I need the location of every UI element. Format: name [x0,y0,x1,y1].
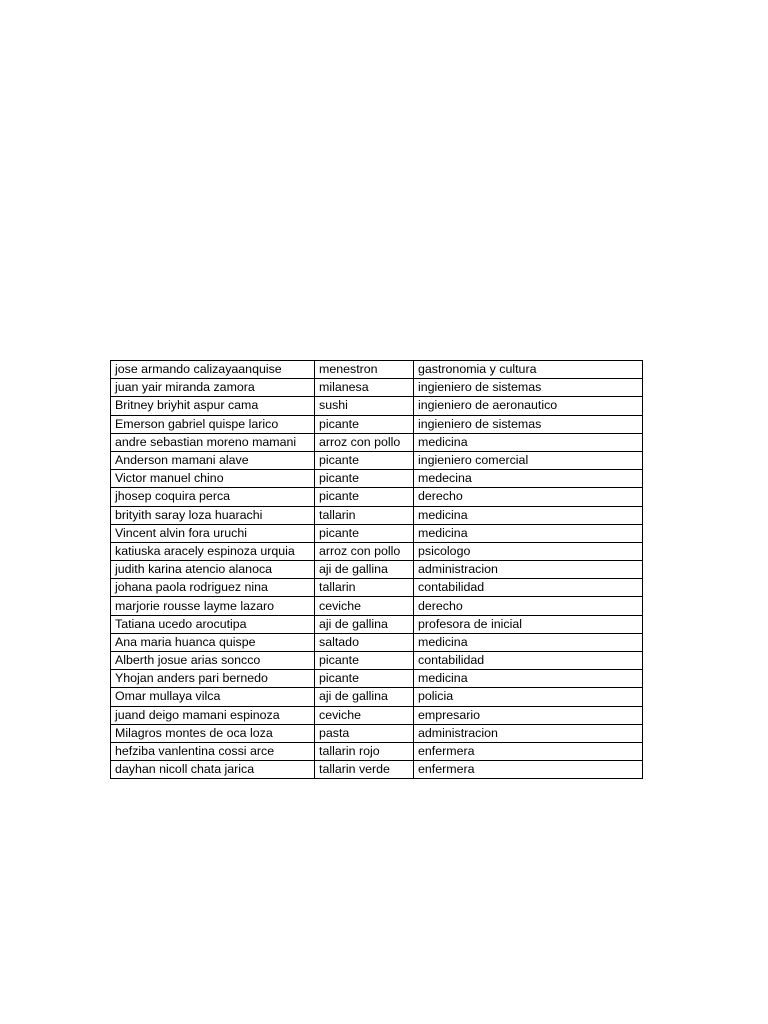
career-cell: profesora de inicial [414,615,643,633]
table-row [111,615,643,633]
favorite-food-cell: picante [315,470,414,488]
student-name-cell: johana paola rodriguez nina [111,579,315,597]
favorite-food-cell: picante [315,488,414,506]
table-row [111,433,643,451]
favorite-food-cell: milanesa [315,379,414,397]
favorite-food-cell: tallarin [315,579,414,597]
table-row [111,542,643,560]
favorite-food-cell: tallarin verde [315,761,414,779]
student-name-cell: hefziba vanlentina cossi arce [111,742,315,760]
student-name-cell: Vincent alvin fora uruchi [111,524,315,542]
student-name-cell: dayhan nicoll chata jarica [111,761,315,779]
student-name-cell: Anderson mamani alave [111,451,315,469]
student-name-cell: Yhojan anders pari bernedo [111,670,315,688]
favorite-food-cell: picante [315,451,414,469]
table-row [111,415,643,433]
student-name-cell: juand deigo mamani espinoza [111,706,315,724]
career-cell: medecina [414,470,643,488]
favorite-food-cell: aji de gallina [315,688,414,706]
favorite-food-cell: sushi [315,397,414,415]
favorite-food-cell: arroz con pollo [315,542,414,560]
table-row [111,706,643,724]
student-name-cell: Milagros montes de oca loza [111,724,315,742]
table-row [111,633,643,651]
table-row [111,688,643,706]
student-name-cell: brityith saray loza huarachi [111,506,315,524]
student-name-cell: Alberth josue arias soncco [111,652,315,670]
table-row [111,470,643,488]
student-table [110,360,643,779]
favorite-food-cell: picante [315,524,414,542]
career-cell: policia [414,688,643,706]
table-row [111,652,643,670]
table-row [111,561,643,579]
table-row [111,724,643,742]
favorite-food-cell: tallarin rojo [315,742,414,760]
career-cell: medicina [414,433,643,451]
student-name-cell: Tatiana ucedo arocutipa [111,615,315,633]
career-cell: medicina [414,633,643,651]
table-row [111,579,643,597]
table-row [111,597,643,615]
career-cell: derecho [414,488,643,506]
table-row [111,451,643,469]
career-cell: gastronomia y cultura [414,361,643,379]
student-table-body [111,361,643,779]
career-cell: medicina [414,506,643,524]
student-name-cell: marjorie rousse layme lazaro [111,597,315,615]
favorite-food-cell: arroz con pollo [315,433,414,451]
student-name-cell: katiuska aracely espinoza urquia [111,542,315,560]
table-row [111,506,643,524]
student-name-cell: jhosep coquira perca [111,488,315,506]
favorite-food-cell: ceviche [315,706,414,724]
table-row [111,524,643,542]
career-cell: contabilidad [414,652,643,670]
career-cell: psicologo [414,542,643,560]
table-row [111,379,643,397]
table-row [111,742,643,760]
career-cell: administracion [414,561,643,579]
student-name-cell: Ana maria huanca quispe [111,633,315,651]
career-cell: medicina [414,670,643,688]
favorite-food-cell: aji de gallina [315,615,414,633]
career-cell: derecho [414,597,643,615]
career-cell: ingieniero comercial [414,451,643,469]
table-row [111,488,643,506]
student-name-cell: Emerson gabriel quispe larico [111,415,315,433]
student-name-cell: judith karina atencio alanoca [111,561,315,579]
student-name-cell: andre sebastian moreno mamani [111,433,315,451]
student-name-cell: jose armando calizayaanquise [111,361,315,379]
favorite-food-cell: picante [315,670,414,688]
favorite-food-cell: tallarin [315,506,414,524]
table-row [111,761,643,779]
career-cell: medicina [414,524,643,542]
favorite-food-cell: pasta [315,724,414,742]
student-name-cell: Britney briyhit aspur cama [111,397,315,415]
favorite-food-cell: picante [315,652,414,670]
table-row [111,361,643,379]
career-cell: contabilidad [414,579,643,597]
student-name-cell: juan yair miranda zamora [111,379,315,397]
career-cell: empresario [414,706,643,724]
favorite-food-cell: ceviche [315,597,414,615]
table-row [111,397,643,415]
career-cell: ingieniero de aeronautico [414,397,643,415]
career-cell: administracion [414,724,643,742]
student-name-cell: Omar mullaya vilca [111,688,315,706]
career-cell: ingieniero de sistemas [414,415,643,433]
favorite-food-cell: picante [315,415,414,433]
favorite-food-cell: saltado [315,633,414,651]
favorite-food-cell: aji de gallina [315,561,414,579]
favorite-food-cell: menestron [315,361,414,379]
career-cell: enfermera [414,761,643,779]
career-cell: enfermera [414,742,643,760]
student-name-cell: Victor manuel chino [111,470,315,488]
table-row [111,670,643,688]
career-cell: ingieniero de sistemas [414,379,643,397]
